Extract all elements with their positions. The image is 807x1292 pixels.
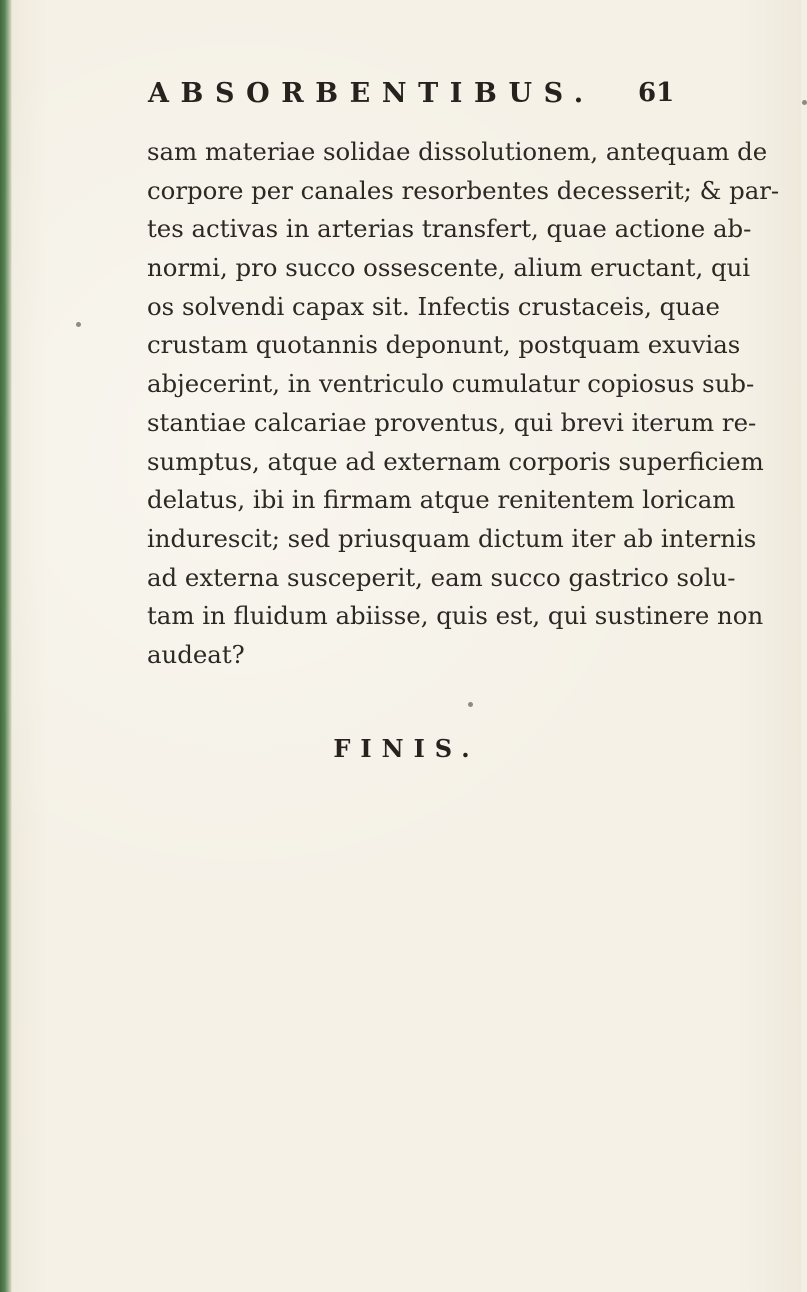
text-line: corpore per canales resorbentes decesserit; & par- [147, 175, 780, 205]
page-gutter-edge [0, 0, 12, 1292]
ink-speck [468, 702, 473, 707]
body-paragraph [147, 133, 780, 675]
text-line: crustam quotannis deponunt, postquam exuvias [147, 330, 741, 360]
text-line: os solvendi capax sit. Infectis crustaceis, quae [147, 291, 720, 321]
page-number: 61 [638, 78, 675, 108]
text-line: sumptus, atque ad externam corporis superficiem [147, 446, 764, 476]
ink-speck [802, 100, 807, 105]
text-line: tam in fluidum abiisse, quis est, qui sustinere non [147, 601, 764, 631]
text-line: delatus, ibi in firmam atque renitentem loricam [147, 485, 736, 515]
text-line: tes activas in arterias transfert, quae actione ab- [147, 214, 752, 244]
ink-speck [76, 322, 81, 327]
text-line: ad externa suscеperit, eam succo gastrico solu- [147, 562, 736, 592]
running-head: ABSORBENTIBUS. [148, 78, 595, 109]
text-line: indurescit; sed priusquam dictum iter ab internis [147, 523, 757, 553]
finis-heading [0, 734, 801, 763]
text-line: sam materiae solidae dissolutionem, antequam de [147, 137, 768, 166]
text-line: abjecerint, in ventriculo cumulatur copiosus sub- [147, 369, 755, 399]
page-header [148, 78, 675, 118]
text-line: stantiae calcariae proventus, qui brevi iterum re- [147, 407, 757, 437]
finis-text: FINIS. [333, 734, 480, 763]
text-line: normi, pro succo ossescente, alium eructant, qui [147, 253, 751, 283]
text-line: audeat? [147, 639, 245, 669]
